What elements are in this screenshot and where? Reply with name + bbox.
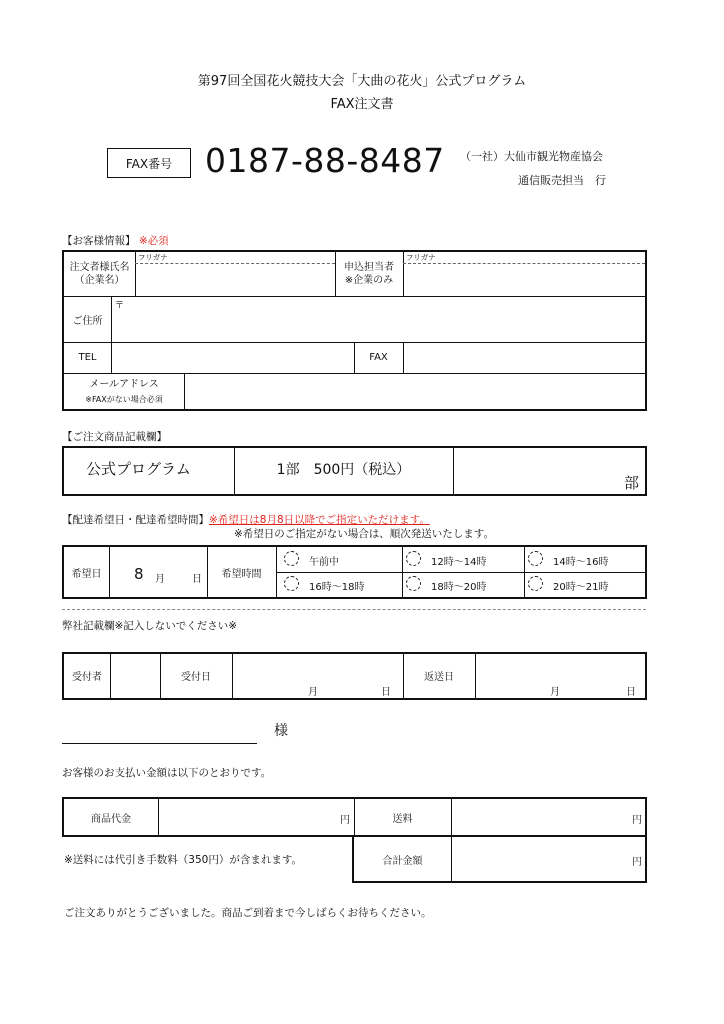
delivery-notice: ※希望日のご指定がない場合は、順次発送いたします。 [234, 528, 494, 540]
day-label: 日 [192, 574, 202, 585]
tel-field[interactable] [112, 343, 353, 372]
slot-12-14-radio[interactable] [406, 551, 421, 566]
customer-heading-text: 【お客様情報】 [62, 235, 136, 247]
email-field[interactable] [185, 374, 644, 408]
quantity-unit: 部 [624, 474, 640, 492]
slot-16-18-radio[interactable] [284, 576, 299, 591]
return-day-label: 日 [626, 687, 636, 698]
office-use-heading: 弊社記載欄※記入しないでください※ [62, 620, 238, 632]
form-subtitle: FAX注文書 [330, 97, 394, 112]
slot-12-14-label: 12時～14時 [431, 557, 487, 568]
product-price: 1部 500円（税込） [276, 462, 411, 478]
product-cost-field[interactable] [159, 800, 329, 834]
organization-dept: 通信販売担当 行 [518, 174, 606, 187]
postal-mark: 〒 [115, 301, 125, 311]
product-cost-label: 商品代金 [91, 813, 131, 825]
customer-name-line [62, 743, 257, 744]
received-month-label: 月 [308, 687, 318, 698]
total-label: 合計金額 [382, 855, 423, 867]
preferred-month-value[interactable]: 8 [134, 565, 144, 583]
customer-info-table [62, 250, 647, 411]
return-month-label: 月 [550, 687, 560, 698]
product-cost-yen: 円 [340, 815, 350, 826]
tel-label: TEL [78, 352, 97, 363]
received-date-label: 受付日 [181, 672, 211, 683]
slot-20-21-radio[interactable] [528, 576, 543, 591]
section-divider [62, 609, 646, 610]
slot-16-18-label: 16時～18時 [309, 582, 365, 593]
fax-label: FAX番号 [125, 156, 173, 171]
email-label [64, 373, 184, 409]
honorific: 様 [274, 723, 288, 739]
received-day-label: 日 [381, 687, 391, 698]
slot-18-20-label: 18時～20時 [431, 582, 487, 593]
product-table [62, 446, 647, 496]
delivery-table [62, 545, 647, 599]
product-name: 公式プログラム [86, 460, 191, 478]
preferred-day-field[interactable] [164, 561, 190, 583]
email-label-text: メールアドレス [89, 378, 159, 390]
orderer-name-label-2: （企業名） [74, 275, 125, 286]
contact-person-label-1: 申込担当者 [344, 262, 394, 273]
delivery-heading-text: 【配達希望日・配達希望時間】 [62, 514, 209, 526]
address-field[interactable] [112, 297, 644, 341]
slot-morning-radio[interactable] [284, 551, 299, 566]
email-note: ※FAXがない場合必須 [85, 394, 163, 404]
thanks-message: ご注文ありがとうございました。商品ご到着まで今しばらくお待ちください。 [64, 907, 432, 919]
slot-morning-label: 午前中 [309, 557, 339, 568]
orderer-name-label-1: 注文者様氏名 [69, 262, 130, 273]
preferred-time-label: 希望時間 [221, 568, 262, 580]
cod-fee-note: ※送料には代引き手数料（350円）が含まれます。 [64, 854, 302, 866]
payment-table-top [62, 797, 647, 837]
fax-field-label: FAX [369, 352, 388, 363]
contact-furigana-label: フリガナ [406, 253, 436, 262]
fax-number: 0187-88-8487 [205, 141, 445, 180]
orderer-name-field[interactable] [136, 264, 334, 295]
shipping-yen: 円 [632, 815, 642, 826]
slot-18-20-radio[interactable] [406, 576, 421, 591]
orderer-furigana-label: フリガナ [138, 253, 168, 262]
organization-name: （一社）大仙市観光物産協会 [460, 150, 603, 163]
preferred-date-label: 希望日 [71, 568, 102, 580]
return-date-label: 返送日 [424, 672, 454, 683]
form-title: 第97回全国花火競技大会「大曲の花火」公式プログラム [197, 74, 527, 89]
customer-heading [62, 233, 169, 248]
product-heading: 【ご注文商品記載欄】 [62, 431, 167, 443]
contact-person-label-2: ※企業のみ [344, 275, 394, 286]
slot-14-16-label: 14時～16時 [553, 557, 609, 568]
total-yen: 円 [632, 857, 642, 868]
fax-field[interactable] [404, 343, 644, 372]
contact-person-label [335, 252, 403, 296]
contact-person-field[interactable] [404, 264, 644, 295]
slot-20-21-label: 20時～21時 [553, 582, 609, 593]
shipping-field[interactable] [452, 800, 624, 834]
delivery-heading [62, 512, 430, 527]
required-mark: ※必須 [138, 235, 169, 247]
total-table [352, 835, 647, 883]
office-use-table [62, 652, 647, 700]
payment-intro: お客様のお支払い金額は以下のとおりです。 [62, 767, 272, 779]
shipping-label: 送料 [392, 813, 413, 825]
address-label: ご住所 [72, 315, 103, 327]
orderer-name-label [64, 252, 135, 296]
delivery-notice-red: ※希望日は8月8日以降でご指定いただけます。 [209, 514, 430, 526]
fax-label-box [107, 148, 191, 178]
month-label: 月 [155, 574, 165, 585]
slot-14-16-radio[interactable] [528, 551, 543, 566]
receiver-label: 受付者 [72, 672, 102, 683]
quantity-field[interactable] [454, 449, 614, 493]
total-field[interactable] [452, 838, 624, 880]
